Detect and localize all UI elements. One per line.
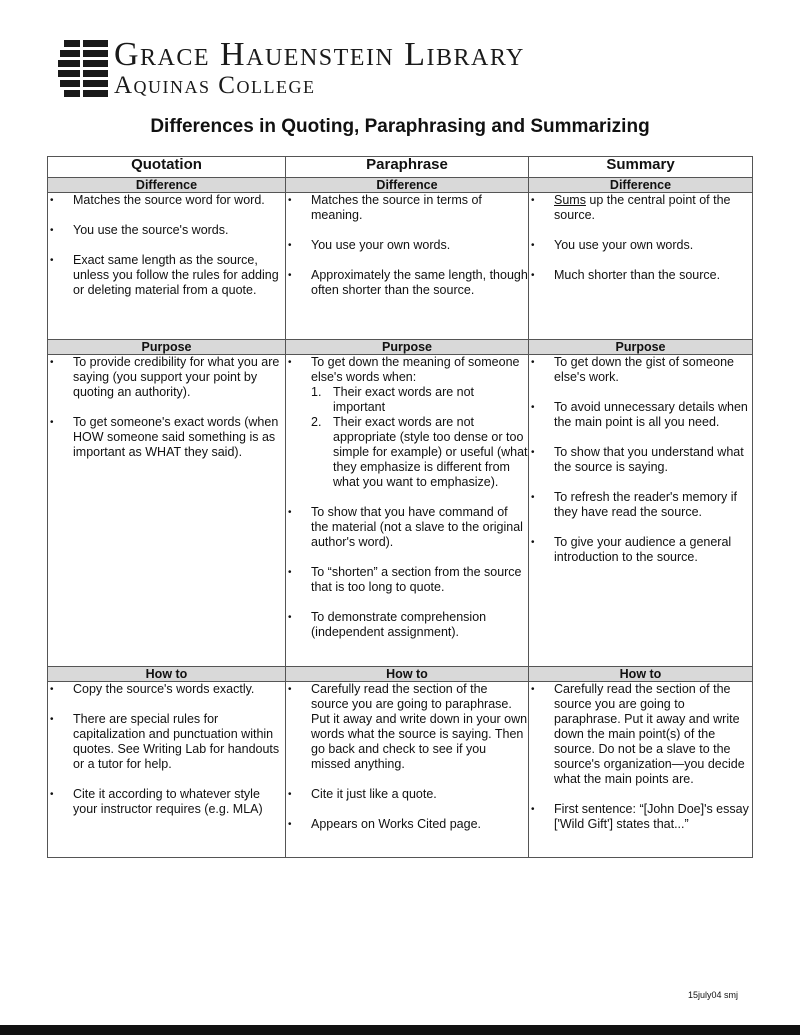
paraphrase-difference-cell xyxy=(286,193,529,340)
summary-difference-cell xyxy=(529,193,753,340)
bullet-item: • You use the source's words. xyxy=(48,223,285,238)
bullet-item: • There are special rules for capitalization and punctuation within quotes. See Writing Lab for handouts or a tutor for help. xyxy=(48,712,285,772)
bullet-item xyxy=(529,193,752,223)
bullet-item: • To “shorten” a section from the source that is too long to quote. xyxy=(286,565,528,595)
section-label-purpose: Purpose xyxy=(286,340,529,355)
bullet-item: • Carefully read the section of the source you are going to paraphrase. Put it away and write down the main point(s) of the source. Do not be a slave to the source's organization—you decide what the main points are. xyxy=(529,682,752,787)
bullet-item: • To give your audience a general introduction to the source. xyxy=(529,535,752,565)
section-header-row xyxy=(48,667,753,682)
underlined-word: Sums xyxy=(554,193,586,207)
document-title: Differences in Quoting, Paraphrasing and Summarizing xyxy=(150,116,650,137)
bullet-item: • To demonstrate comprehension (independent assignment). xyxy=(286,610,528,640)
quotation-difference-cell xyxy=(48,193,286,340)
bullet-item: • First sentence: “[John Doe]'s essay ['Wild Gift'] states that...” xyxy=(529,802,752,832)
purpose-row xyxy=(48,355,753,667)
column-header-row xyxy=(48,157,753,178)
comparison-table xyxy=(47,156,753,858)
bullet-item: • Matches the source in terms of meaning. xyxy=(286,193,528,223)
numbered-item xyxy=(311,415,528,490)
bullet-item: • Exact same length as the source, unless you follow the rules for adding or deleting material from a quote. xyxy=(48,253,285,298)
bullet-item: • To show that you have command of the material (not a slave to the original author's word). xyxy=(286,505,528,550)
column-header-summary: Summary xyxy=(529,157,753,178)
quotation-howto-cell xyxy=(48,682,286,858)
bullet-item: • To get down the gist of someone else's work. xyxy=(529,355,752,385)
numbered-list xyxy=(311,385,528,490)
item-number: 2. xyxy=(311,415,322,429)
section-header-row xyxy=(48,340,753,355)
bullet-item: • Cite it just like a quote. xyxy=(286,787,528,802)
library-logo-icon xyxy=(58,40,108,98)
numbered-item xyxy=(311,385,528,415)
bullet-item: • To refresh the reader's memory if they have read the source. xyxy=(529,490,752,520)
paraphrase-howto-cell xyxy=(286,682,529,858)
difference-row xyxy=(48,193,753,340)
bullet-item: • To provide credibility for what you are saying (you support your point by quoting an authority). xyxy=(48,355,285,400)
column-header-quotation: Quotation xyxy=(48,157,286,178)
section-label-purpose: Purpose xyxy=(48,340,286,355)
bullet-text: • To get down the meaning of someone else's words when: xyxy=(311,355,520,384)
bullet-item: • Approximately the same length, though often shorter than the source. xyxy=(286,268,528,298)
bullet-item: • You use your own words. xyxy=(529,238,752,253)
summary-howto-cell xyxy=(529,682,753,858)
footer-note: 15july04 smj xyxy=(688,990,739,1000)
bullet-text: up the central point of the source. xyxy=(554,193,731,222)
section-label-purpose: Purpose xyxy=(529,340,753,355)
section-label-howto: How to xyxy=(286,667,529,682)
library-name: Grace Hauenstein Library xyxy=(114,36,525,73)
quotation-purpose-cell xyxy=(48,355,286,667)
section-label-howto: How to xyxy=(48,667,286,682)
section-header-row xyxy=(48,178,753,193)
bullet-item: • Cite it according to whatever style your instructor requires (e.g. MLA) xyxy=(48,787,285,817)
bullet-item xyxy=(286,355,528,490)
section-label-difference: Difference xyxy=(529,178,753,193)
item-text: Their exact words are not appropriate (style too dense or too simple for example) or useful (what they emphasize is different from what you want to emphasize). xyxy=(333,415,528,489)
bottom-border-bar xyxy=(0,1025,800,1035)
column-header-paraphrase: Paraphrase xyxy=(286,157,529,178)
bullet-item: • To get someone's exact words (when HOW someone said something is as important as WHAT they said). xyxy=(48,415,285,460)
summary-purpose-cell xyxy=(529,355,753,667)
section-label-difference: Difference xyxy=(48,178,286,193)
bullet-item: • To show that you understand what the source is saying. xyxy=(529,445,752,475)
bullet-item: • To avoid unnecessary details when the main point is all you need. xyxy=(529,400,752,430)
paraphrase-purpose-cell xyxy=(286,355,529,667)
howto-row xyxy=(48,682,753,858)
item-number: 1. xyxy=(311,385,322,399)
section-label-difference: Difference xyxy=(286,178,529,193)
item-text: Their exact words are not important xyxy=(333,385,475,414)
bullet-item: • Matches the source word for word. xyxy=(48,193,285,208)
section-label-howto: How to xyxy=(529,667,753,682)
bullet-item: • Copy the source's words exactly. xyxy=(48,682,285,697)
college-name: Aquinas College xyxy=(114,72,316,99)
bullet-item: • Carefully read the section of the source you are going to paraphrase. Put it away and write down in your own words what the source is saying. Then go back and check to see if you missed anything. xyxy=(286,682,528,772)
bullet-item: • Appears on Works Cited page. xyxy=(286,817,528,832)
bullet-item: • Much shorter than the source. xyxy=(529,268,752,283)
bullet-item: • You use your own words. xyxy=(286,238,528,253)
